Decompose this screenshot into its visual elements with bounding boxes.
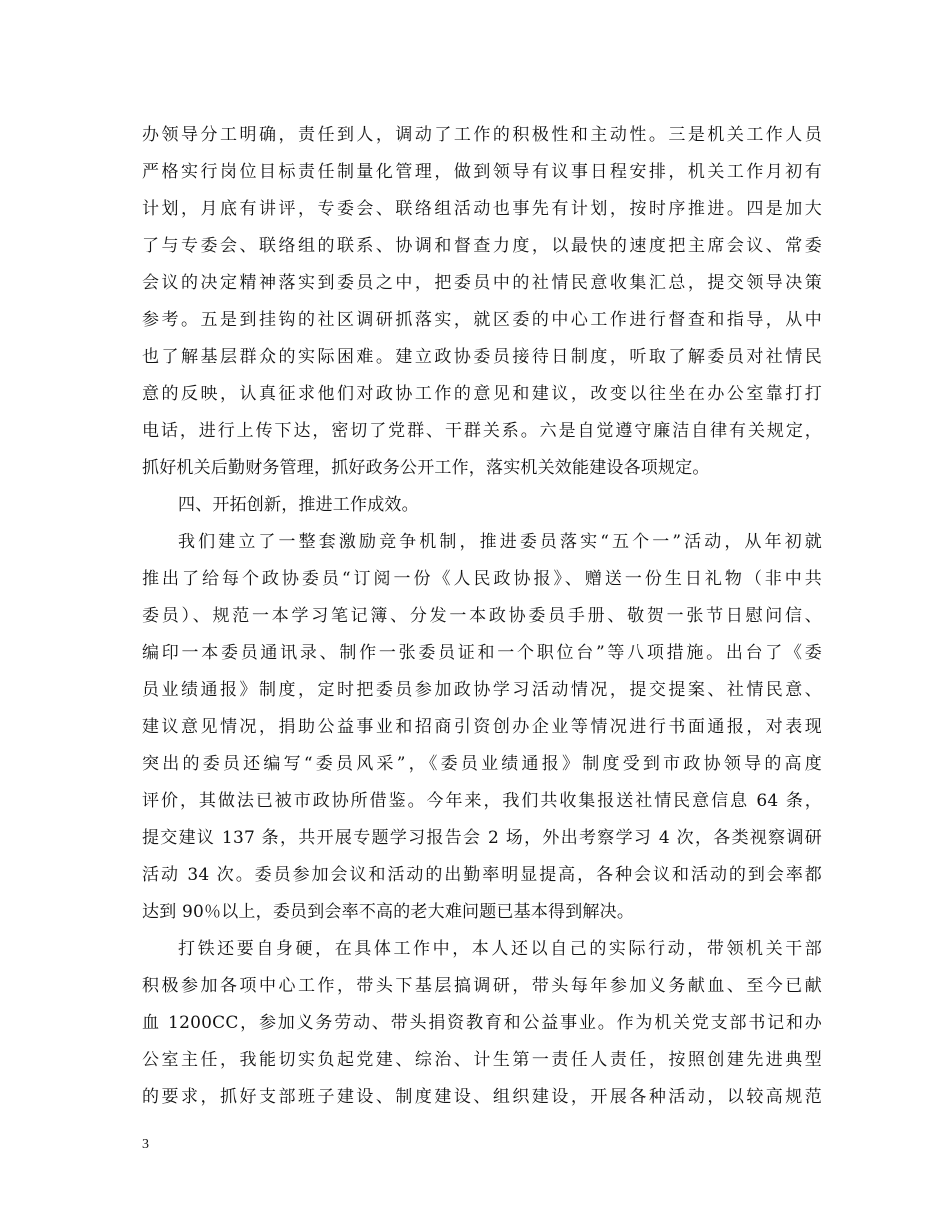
body-text-line: 达到 90％以上，委员到会率不高的老大难问题已基本得到解决。 xyxy=(142,902,635,922)
body-text-line: 编印一本委员通讯录、制作一张委员证和一个职位台”等八项措施。出台了《委 xyxy=(142,643,822,663)
page-number: 3 xyxy=(142,1137,149,1152)
body-text-line: 打铁还要自身硬，在具体工作中，本人还以自己的实际行动，带领机关干部 xyxy=(178,939,822,959)
body-text-line: 也了解基层群众的实际困难。建立政协委员接待日制度，听取了解委员对社情民 xyxy=(142,347,822,367)
body-text-line: 血 1200CC，参加义务劳动、带头捐资教育和公益事业。作为机关党支部书记和办 xyxy=(142,1013,822,1033)
body-text-line: 参考。五是到挂钩的社区调研抓落实，就区委的中心工作进行督查和指导，从中 xyxy=(142,310,822,330)
body-text-line: 办领导分工明确，责任到人，调动了工作的积极性和主动性。三是机关工作人员 xyxy=(142,125,822,145)
body-text-line: 突出的委员还编写“委员风采”，《委员业绩通报》制度受到市政协领导的高度 xyxy=(142,754,822,774)
body-text-line: 员业绩通报》制度，定时把委员参加政协学习活动情况，提交提案、社情民意、 xyxy=(142,680,822,700)
body-text-line: 意的反映，认真征求他们对政协工作的意见和建议，改变以往坐在办公室靠打打 xyxy=(142,384,822,404)
body-text-line: 我们建立了一整套激励竞争机制，推进委员落实“五个一”活动，从年初就 xyxy=(178,532,822,552)
body-text-line: 抓好机关后勤财务管理，抓好政务公开工作，落实机关效能建设各项规定。 xyxy=(142,458,710,478)
body-text-line: 电话，进行上传下达，密切了党群、干群关系。六是自觉遵守廉洁自律有关规定， xyxy=(142,421,822,441)
body-text-line: 建议意见情况，捐助公益事业和招商引资创办企业等情况进行书面通报，对表现 xyxy=(142,717,822,737)
body-text-line: 积极参加各项中心工作，带头下基层搞调研，带头每年参加义务献血、至今已献 xyxy=(142,976,822,996)
body-text-line: 提交建议 137 条，共开展专题学习报告会 2 场，外出考察学习 4 次，各类视察调研 xyxy=(142,828,822,848)
body-text-line: 活动 34 次。委员参加会议和活动的出勤率明显提高，各种会议和活动的到会率都 xyxy=(142,865,822,885)
body-text-line: 计划，月底有讲评，专委会、联络组活动也事先有计划，按时序推进。四是加大 xyxy=(142,199,822,219)
section-heading: 四、开拓创新，推进工作成效。 xyxy=(178,495,419,515)
body-text-line: 严格实行岗位目标责任制量化管理，做到领导有议事日程安排，机关工作月初有 xyxy=(142,162,822,182)
body-text-line: 评价，其做法已被市政协所借鉴。今年来，我们共收集报送社情民意信息 64 条， xyxy=(142,791,822,811)
body-text-line: 了与专委会、联络组的联系、协调和督查力度，以最快的速度把主席会议、常委 xyxy=(142,236,822,256)
body-text-line: 公室主任，我能切实负起党建、综治、计生第一责任人责任，按照创建先进典型 xyxy=(142,1050,822,1070)
body-text-line: 会议的决定精神落实到委员之中，把委员中的社情民意收集汇总，提交领导决策 xyxy=(142,273,822,293)
body-text-line: 推出了给每个政协委员“订阅一份《人民政协报》、赠送一份生日礼物（非中共 xyxy=(142,569,822,589)
body-text-line: 的要求，抓好支部班子建设、制度建设、组织建设，开展各种活动，以较高规范 xyxy=(142,1087,822,1107)
body-text-line: 委员）、规范一本学习笔记簿、分发一本政协委员手册、敬贺一张节日慰问信、 xyxy=(142,606,822,626)
